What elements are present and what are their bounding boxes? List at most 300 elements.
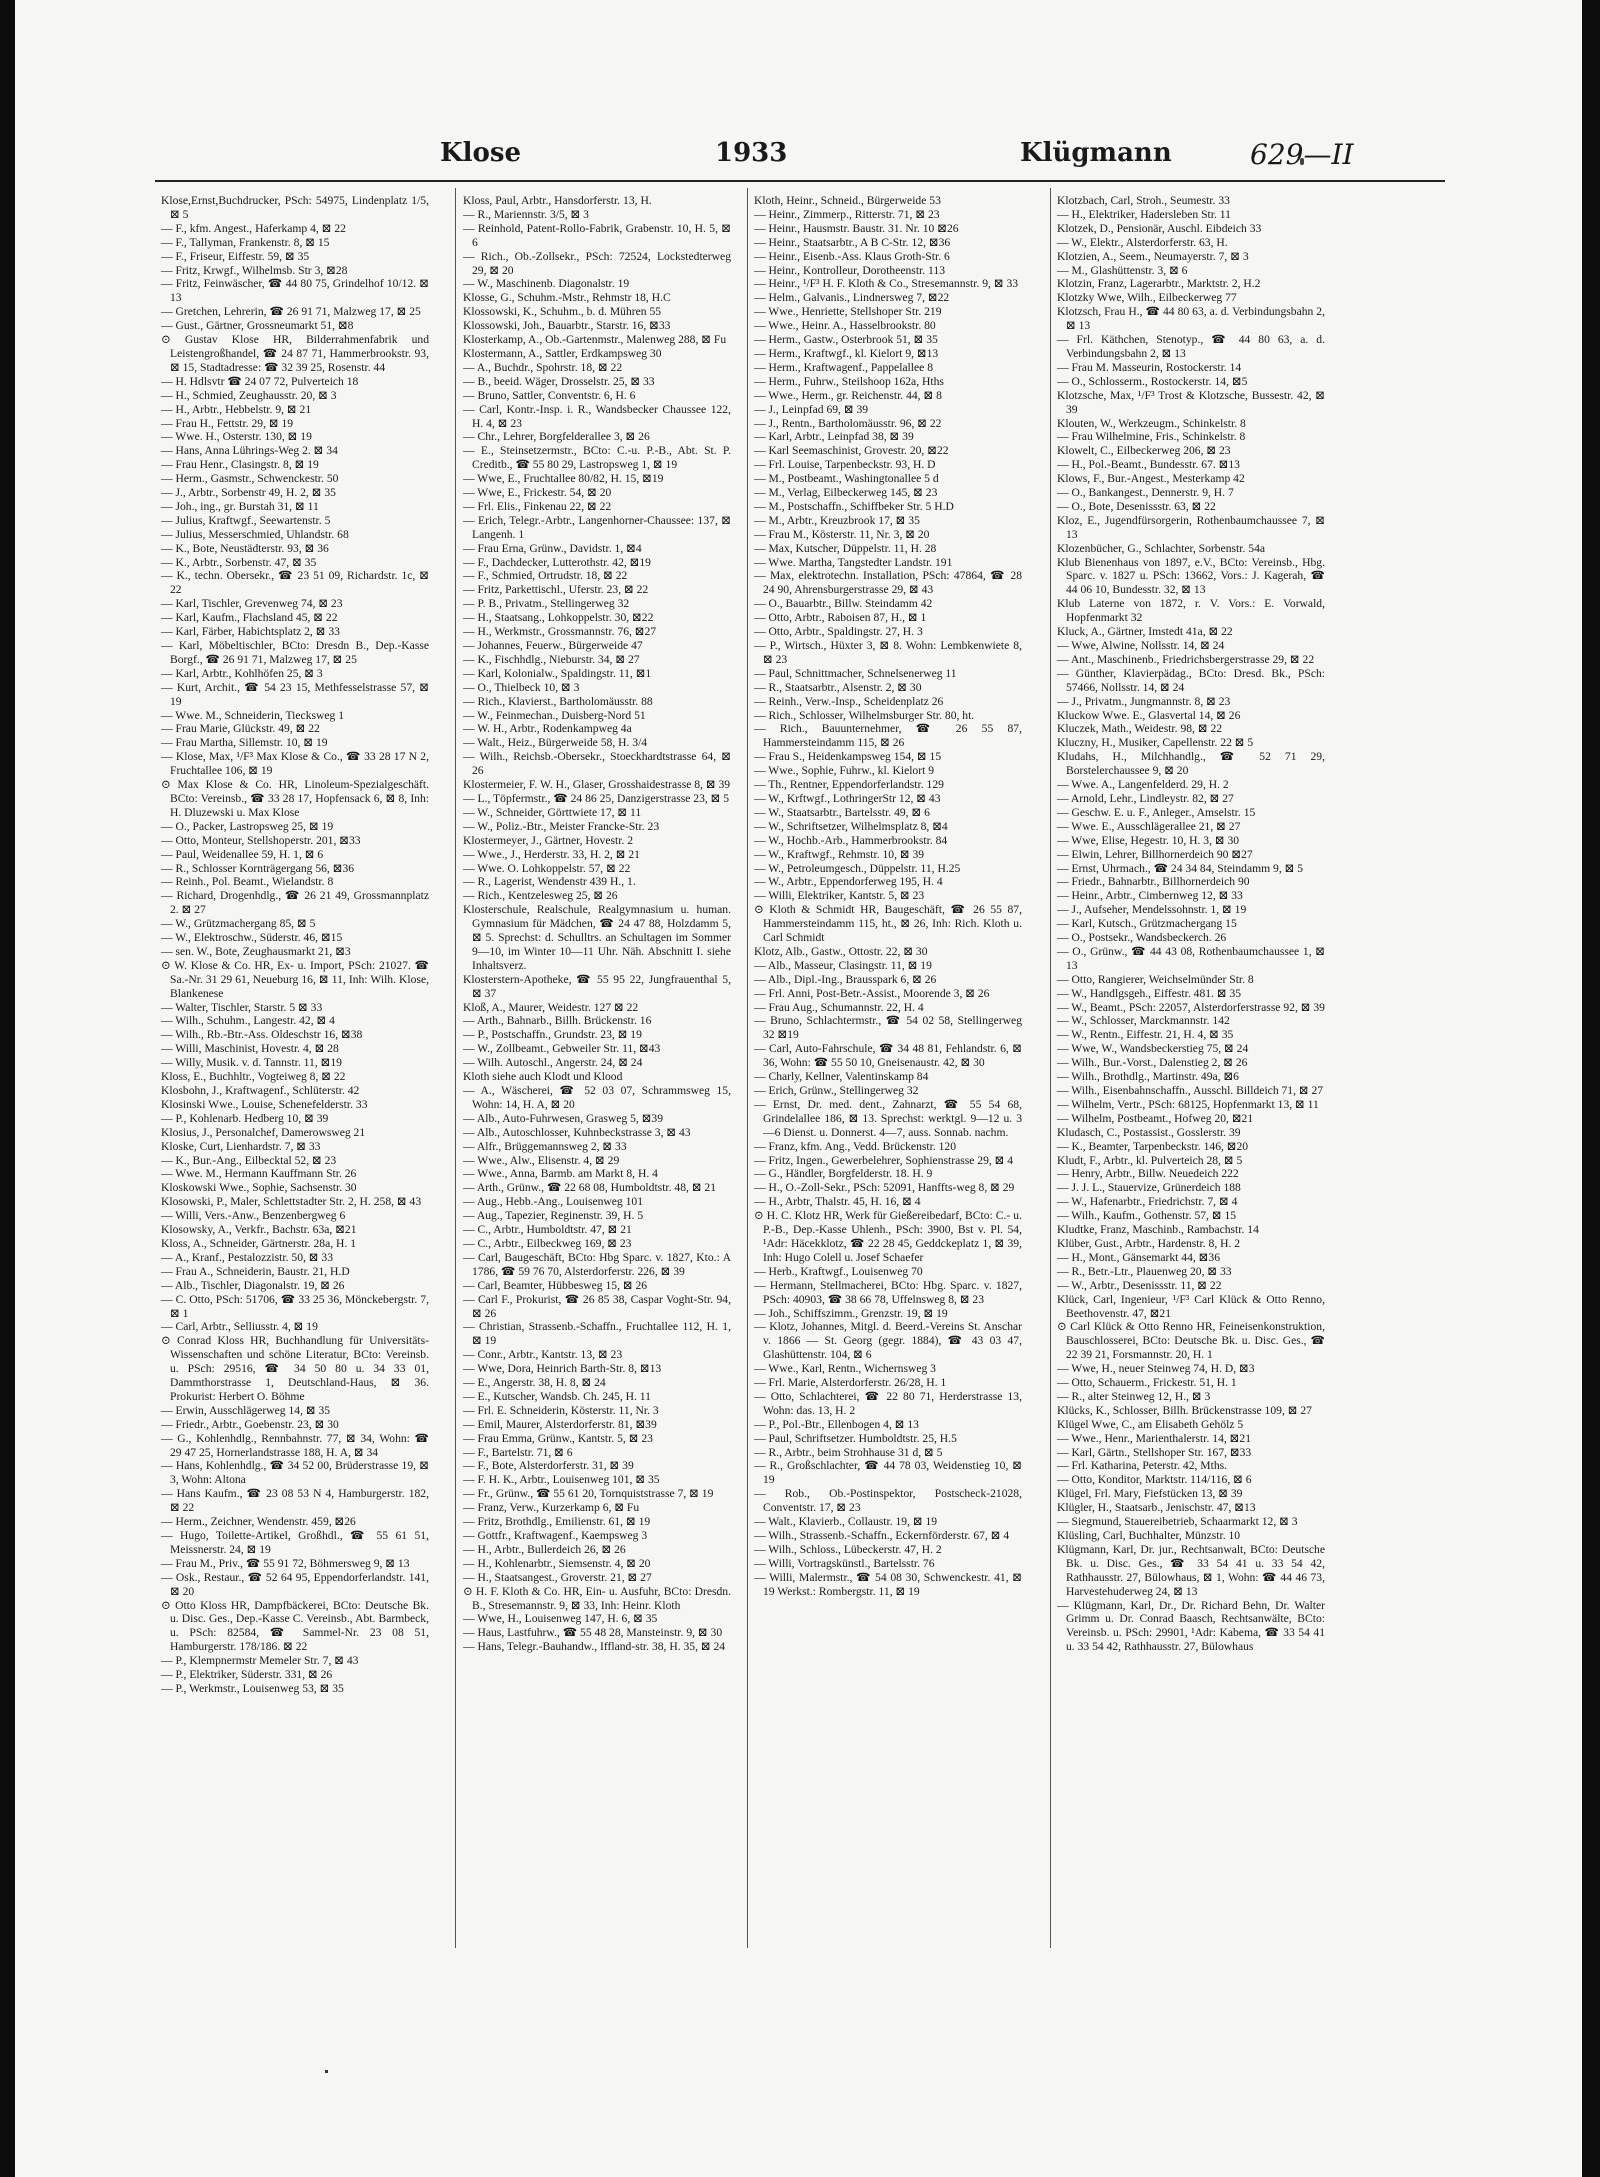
directory-entry: — Alb., Auto-Fuhrwesen, Grasweg 5, ⊠39 — [463, 1111, 664, 1125]
directory-entry: — Frau Erna, Grünw., Davidstr. 1, ⊠4 — [463, 541, 642, 555]
directory-entry: — Friedr., Bahnarbtr., Billhornerdeich 90 — [1057, 875, 1250, 889]
directory-entry: Klotzky Wwe, Wilh., Eilbeckerweg 77 — [1057, 291, 1237, 305]
directory-entry: — R., Mariennstr. 3/5, ⊠ 3 — [463, 207, 589, 221]
directory-entry: — Frl. Käthchen, Stenotyp., ☎ 44 80 63, a. d. Verbindungsbahn 2, ⊠ 13 — [1057, 333, 1325, 360]
directory-entry: — Frau A., Schneiderin, Baustr. 21, H.D — [161, 1264, 350, 1278]
directory-entry: Klowelt, C., Eilbeckerweg 206, ⊠ 23 — [1057, 444, 1231, 458]
directory-entry: — Frl. E. Schneiderin, Kösterstr. 11, Nr. 3 — [463, 1403, 659, 1417]
directory-entry: — Reinhold, Patent-Rollo-Fabrik, Grabenstr. 10, H. 5, ⊠ 6 — [463, 221, 731, 249]
directory-entry: ⊙ Otto Kloss HR, Dampfbäckerei, BCto: Deutsche Bk. u. Disc. Ges., Dep.-Kasse C. Vereinsb., Abt. Barmbeck, u. PSch: 82584, ☎ Sammel-Nr. 23 08 51, Hamburgerstr. 178/186. ⊠ 22 — [161, 1598, 429, 1654]
directory-entry: — Klotz, Johannes, Mitgl. d. Beerd.-Vereins St. Anschar v. 1866 — St. Georg (gegr. 1884), ☎ 43 03 47, Glashüttenstr. 104, ⊠ 6 — [754, 1320, 1022, 1362]
directory-entry: — Herm., Zeichner, Wendenstr. 459, ⊠26 — [161, 1515, 356, 1529]
directory-entry: ⊙ Kloth & Schmidt HR, Baugeschäft, ☎ 26 55 87, Hammersteindamm 115, ht., ⊠ 26, Inh: Rich. Kloth u. Carl Schmidt — [754, 903, 1022, 945]
directory-entry: — P., Kohlenarb. Hedberg 10, ⊠ 39 — [161, 1111, 329, 1125]
directory-entry: ⊙ Gustav Klose HR, Bilderrahmenfabrik und Leistengroßhandel, ☎ 24 87 71, Hammerbrookstr. 93, ⊠ 15, Stadtadresse: ☎ 32 39 25, Rosenstr. 44 — [161, 333, 429, 374]
directory-entry: — H., Elektriker, Hadersleben Str. 11 — [1057, 207, 1231, 221]
directory-entry: — O., Bauarbtr., Billw. Steindamm 42 — [754, 597, 933, 611]
directory-entry: — R., Arbtr., beim Strohhause 31 d, ⊠ 5 — [754, 1445, 943, 1459]
directory-entry: Klosterschule, Realschule, Realgymnasium u. human. Gymnasium für Mädchen, ☎ 24 47 88, Holzdamm 5, ⊠ 5. Sprechst: d. Schulltrs. an Schultagen im Sommer 9—10, im Winter 10—11 Uhr. Näh. Abschnitt I. siehe Inhaltsverz. — [463, 903, 731, 972]
directory-entry: — G., Kohlenhdlg., Rennbahnstr. 77, ⊠ 34, Wohn: ☎ 29 47 25, Hornerlandstrasse 188, H. A, ⊠ 34 — [161, 1431, 429, 1459]
directory-entry: — Frau Marie, Glückstr. 49, ⊠ 22 — [161, 722, 320, 736]
directory-entry: — Günther, Klavierpädag., BCto: Dresd. Bk., PSch: 57466, Nollsstr. 14, ⊠ 24 — [1057, 666, 1325, 694]
directory-entry: — M., Glashüttenstr. 3, ⊠ 6 — [1057, 263, 1188, 277]
directory-entry: — Franz, kfm. Ang., Vedd. Brückenstr. 120 — [754, 1139, 957, 1153]
directory-entry: — R., Schlosser Kornträgergang 56, ⊠36 — [161, 861, 355, 875]
directory-entry: — Bruno, Sattler, Conventstr. 6, H. 6 — [463, 388, 636, 402]
directory-entry: — Erich, Telegr.-Arbtr., Langenhorner-Chaussee: 137, ⊠ Langenh. 1 — [463, 513, 731, 541]
directory-entry: — Wwe., Sophie, Fuhrw., kl. Kielort 9 — [754, 764, 935, 778]
directory-entry: — Wwe, H., neuer Steinweg 74, H. D, ⊠3 — [1057, 1362, 1255, 1376]
directory-entry: — Fritz, Ingen., Gewerbelehrer, Sophienstrasse 29, ⊠ 4 — [754, 1153, 1014, 1167]
directory-entry: — Rob., Ob.-Postinspektor, Postscheck-21028, Conventstr. 17, ⊠ 23 — [754, 1487, 1022, 1515]
directory-entry: Klossowski, K., Schuhm., b. d. Mühren 55 — [463, 305, 662, 319]
directory-entry: — Carl, Kontr.-Insp. i. R., Wandsbecker Chaussee 122, H. 4, ⊠ 23 — [463, 402, 731, 430]
directory-entry: — Herm., Kraftwagenf., Pappelallee 8 — [754, 360, 933, 374]
directory-entry: — Wwe. A., Langenfelderd. 29, H. 2 — [1057, 778, 1229, 792]
directory-entry: — Wwe., Anna, Barmb. am Markt 8, H. 4 — [463, 1167, 658, 1181]
directory-entry: — W., Schlosser, Marckmannstr. 142 — [1057, 1014, 1230, 1028]
directory-entry: — Heinr., Kontrolleur, Dorotheenstr. 113 — [754, 263, 946, 277]
directory-entry: — R., Betr.-Ltr., Plauenweg 20, ⊠ 33 — [1057, 1264, 1232, 1278]
directory-entry: — W., Handlgsgeh., Eiffestr. 481. ⊠ 35 — [1057, 986, 1242, 1000]
directory-entry: — R., alter Steinweg 12, H., ⊠ 3 — [1057, 1389, 1211, 1403]
directory-entry: — M., Postschaffn., Schiffbeker Str. 5 H.D — [754, 499, 954, 513]
column-divider — [747, 188, 748, 1948]
directory-entry: — Arth., Grünw., ☎ 22 68 08, Humboldtstr. 48, ⊠ 21 — [463, 1181, 717, 1195]
directory-entry: Klouten, W., Werkzeugm., Schinkelstr. 8 — [1057, 416, 1246, 430]
directory-entry: — Hans, Telegr.-Bauhandw., Iffland-str. 38, H. 35, ⊠ 24 — [463, 1640, 726, 1654]
directory-entry: — Wwe. E., Ausschlägerallee 21, ⊠ 27 — [1057, 819, 1241, 833]
directory-entry: — Paul, Weidenallee 59, H. 1, ⊠ 6 — [161, 847, 324, 861]
directory-entry: — Johannes, Feuerw., Bürgerweide 47 — [463, 639, 643, 652]
directory-entry: — Willi, Vortragskünstl., Bartelsstr. 76 — [754, 1556, 935, 1570]
directory-entry: — Karl Seemaschinist, Grovestr. 20, ⊠22 — [754, 444, 949, 458]
directory-entry: ⊙ Conrad Kloss HR, Buchhandlung für Universitäts-Wissenschaften und schöne Literatur, BCto: Vereinsb. u. PSch: 29516, ☎ 34 50 80 u. 34 33 01, Dammthorstrasse 1, Deutschland-Haus, ⊠ 36. Prokurist: Herbert O. Böhme — [161, 1334, 429, 1403]
directory-entry: — Frau H., Fettstr. 29, ⊠ 19 — [161, 416, 294, 430]
directory-entry: — W., Poliz.-Btr., Meister Francke-Str. 23 — [463, 819, 660, 833]
directory-entry: — O., Schlosserm., Rostockerstr. 14, ⊠5 — [1057, 374, 1248, 388]
directory-entry: — O., Thielbeck 10, ⊠ 3 — [463, 680, 580, 694]
directory-entry: — Wilh., Eisenbahnschaffn., Ausschl. Billdeich 71, ⊠ 27 — [1057, 1084, 1324, 1097]
directory-entry: — J. J. L., Stauervize, Grünerdeich 188 — [1057, 1181, 1241, 1195]
directory-entry: ⊙ H. F. Kloth & Co. HR, Ein- u. Ausfuhr, BCto: Dresdn. B., Stresemannstr. 9, ⊠ 33, Inh: Heinr. Kloth — [463, 1584, 731, 1612]
directory-entry: — Otto, Rangierer, Weichselmünder Str. 8 — [1057, 972, 1254, 986]
directory-entry: — P., Pol.-Btr., Ellenbogen 4, ⊠ 13 — [754, 1417, 919, 1431]
directory-entry: — J., Privatm., Jungmannstr. 8, ⊠ 23 — [1057, 694, 1231, 708]
directory-entry: — Wilh., Rb.-Btr.-Ass. Oldeschstr 16, ⊠38 — [161, 1028, 363, 1042]
directory-entry: — Wwe, Alwine, Nollsstr. 14, ⊠ 24 — [1057, 639, 1225, 652]
directory-entry: Klostermeier, F. W. H., Glaser, Grosshaidestrasse 8, ⊠ 39 — [463, 778, 731, 792]
directory-entry: — Fritz, Krwgf., Wilhelmsb. Str 3, ⊠28 — [161, 263, 348, 277]
directory-entry: — Wwe., J., Herderstr. 33, H. 2, ⊠ 21 — [463, 847, 640, 861]
directory-entry: — Carl, Baugeschäft, BCto: Hbg Sparc. v. 1827, Kto.: A 1786, ☎ 59 76 70, Alsterdorferstr. 226, ⊠ 39 — [463, 1250, 731, 1278]
directory-entry: — Aug., Tapezier, Reginenstr. 39, H. 5 — [463, 1209, 644, 1223]
directory-entry: — Wwe., Herm., gr. Reichenstr. 44, ⊠ 8 — [754, 388, 942, 402]
directory-entry: — Heinr., Staatsarbtr., A B C-Str. 12, ⊠36 — [754, 235, 951, 249]
directory-entry: — K., Bur.-Ang., Eilbecktal 52, ⊠ 23 — [161, 1153, 337, 1167]
directory-entry: — O., Grünw., ☎ 44 43 08, Rothenbaumchaussee 1, ⊠ 13 — [1057, 944, 1325, 972]
directory-entry: Klostermann, A., Sattler, Erdkampsweg 30 — [463, 346, 662, 360]
directory-entry: — Wwe. O. Lohkoppelstr. 57, ⊠ 22 — [463, 861, 631, 875]
directory-entry: — A., Wäscherei, ☎ 52 03 07, Schrammsweg 15, Wohn: 14, H. A, ⊠ 20 — [463, 1084, 731, 1111]
directory-entry: Klügel, Frl. Mary, Fiefstücken 13, ⊠ 39 — [1057, 1487, 1243, 1501]
directory-entry: — Frl. Katharina, Peterstr. 42, Mths. — [1057, 1459, 1228, 1473]
directory-entry: — Alfr., Brüggemannsweg 2, ⊠ 33 — [463, 1139, 627, 1153]
header-first-name: Klose — [440, 138, 521, 168]
directory-entry: Klosowsky, A., Verkfr., Bachstr. 63a, ⊠21 — [161, 1223, 357, 1237]
directory-entry: Klub Bienenhaus von 1897, e.V., BCto: Vereinsb., Hbg. Sparc. v. 1827 u. PSch: 13662, Vors.: J. Kagerah, ☎ 44 06 10, Bundesstr. 32, ⊠ 13 — [1057, 555, 1325, 597]
directory-entry: — Alb., Masseur, Clasingstr. 11, ⊠ 19 — [754, 958, 932, 972]
directory-entry: — Walter, Tischler, Starstr. 5 ⊠ 33 — [161, 1000, 323, 1014]
directory-entry: — C. Otto, PSch: 51706, ☎ 33 25 36, Mönckebergstr. 7, ⊠ 1 — [161, 1292, 429, 1320]
directory-entry: — R., Großschlachter, ☎ 44 78 03, Weidenstieg 10, ⊠ 19 — [754, 1459, 1022, 1487]
directory-entry: — Wwe. M., Schneiderin, Tiecksweg 1 — [161, 708, 345, 722]
directory-entry: — Wwe, Dora, Heinrich Barth-Str. 8, ⊠13 — [463, 1362, 662, 1376]
directory-entry: Klügler, H., Staatsarb., Jenischstr. 47, ⊠13 — [1057, 1501, 1256, 1515]
directory-entry: Klossowski, Joh., Bauarbtr., Starstr. 16, ⊠33 — [463, 319, 671, 333]
directory-entry: — Heinr., Eisenb.-Ass. Klaus Groth-Str. 6 — [754, 249, 950, 263]
directory-entry: Klosse, G., Schuhm.-Mstr., Rehmstr 18, H.C — [463, 291, 671, 305]
directory-entry: Kludahs, H., Milchhandlg., ☎ 52 71 29, Borstelerchaussee 9, ⊠ 20 — [1057, 750, 1325, 778]
directory-entry: — P. B., Privatm., Stellingerweg 32 — [463, 597, 630, 611]
directory-entry: — Karl, Arbtr., Leinpfad 38, ⊠ 39 — [754, 430, 914, 444]
directory-entry: — Wwe. H., Osterstr. 130, ⊠ 19 — [161, 430, 312, 444]
directory-entry: — Wilh., Strassenb.-Schaffn., Eckernförderstr. 67, ⊠ 4 — [754, 1529, 1010, 1542]
directory-entry: — P., Wirtsch., Hüxter 3, ⊠ 8. Wohn: Lembkenwiete 8, ⊠ 23 — [754, 639, 1022, 666]
directory-entry: Klotz, Alb., Gastw., Ottostr. 22, ⊠ 30 — [754, 944, 928, 958]
directory-entry: Klows, F., Bur.-Angest., Mesterkamp 42 — [1057, 472, 1245, 486]
directory-entry: — M., Verlag, Eilbeckerweg 145, ⊠ 23 — [754, 486, 938, 500]
directory-entry: — W., Krftwgf., LothringerStr 12, ⊠ 43 — [754, 791, 941, 805]
directory-entry: Klotzsche, Max, ¹/F³ Trost & Klotzsche, Bussestr. 42, ⊠ 39 — [1057, 388, 1325, 416]
directory-entry: — Wilh., Bur.-Vorst., Dalenstieg 2, ⊠ 26 — [1057, 1056, 1248, 1070]
directory-entry: Kloss, A., Schneider, Gärtnerstr. 28a, H. 1 — [161, 1236, 356, 1250]
directory-entry: — Heinr., Hausmstr. Baustr. 31. Nr. 10 ⊠26 — [754, 221, 959, 235]
directory-entry: — E., Steinsetzermstr., BCto: C.-u. P.-B., Abt. St. P. Creditb., ☎ 55 80 29, Lastropsweg 1, ⊠ 19 — [463, 444, 731, 472]
directory-entry: — Walt., Klavierb., Collaustr. 19, ⊠ 19 — [754, 1515, 938, 1529]
directory-entry: — Karl, Färber, Habichtsplatz 2, ⊠ 33 — [161, 625, 340, 639]
directory-entry: — Willi, Maschinist, Hovestr. 4, ⊠ 28 — [161, 1042, 339, 1056]
directory-entry: Kloss, Paul, Arbtr., Hansdorferstr. 13, H. — [463, 194, 652, 207]
directory-entry: — H., O.-Zoll-Sekr., PSch: 52091, Hanffts-weg 8, ⊠ 29 — [754, 1181, 1015, 1195]
directory-entry: — Emil, Maurer, Alsterdorferstr. 81, ⊠39 — [463, 1417, 657, 1431]
directory-entry: — E., Kutscher, Wandsb. Ch. 245, H. 11 — [463, 1389, 651, 1403]
directory-entry: — Max, elektrotechn. Installation, PSch: 47864, ☎ 28 24 90, Ahrensburgerstrasse 29, ⊠ 43 — [754, 569, 1022, 597]
directory-entry: — Otto, Arbtr., Raboisen 87, H., ⊠ 1 — [754, 611, 927, 625]
directory-entry: — Th., Rentner, Eppendorferlandstr. 129 — [754, 778, 944, 792]
directory-entry: Klostermeyer, J., Gärtner, Hovestr. 2 — [463, 833, 634, 847]
directory-entry: — H., Arbtr., Hebbelstr. 9, ⊠ 21 — [161, 402, 312, 416]
directory-entry: — Karl, Kolonialw., Spaldingstr. 11, ⊠1 — [463, 666, 652, 680]
directory-entry: Klub Laterne von 1872, r. V. Vors.: E. Vorwald, Hopfenmarkt 32 — [1057, 597, 1325, 625]
directory-entry: Kluczny, H., Musiker, Capellenstr. 22 ⊠ 5 — [1057, 736, 1254, 750]
directory-entry: — Alb., Tischler, Diagonalstr. 19, ⊠ 26 — [161, 1278, 345, 1292]
directory-entry: — Reinh., Verw.-Insp., Scheidenplatz 26 — [754, 694, 944, 708]
directory-entry: — Frau M. Masseurin, Rostockerstr. 14 — [1057, 360, 1242, 374]
directory-entry: — K., Bote, Neustädterstr. 93, ⊠ 36 — [161, 541, 329, 555]
directory-entry: — Otto, Schlachterei, ☎ 22 80 71, Herderstrasse 13, Wohn: das. 13, H. 2 — [754, 1389, 1022, 1417]
directory-entry: Klücks, K., Schlosser, Billh. Brückenstrasse 109, ⊠ 27 — [1057, 1403, 1312, 1417]
directory-entry: Klotzbach, Carl, Stroh., Seumestr. 33 — [1057, 194, 1230, 207]
directory-entry: — Wwe., Henriette, Stellshoper Str. 219 — [754, 305, 942, 319]
directory-entry: — Frl. Anni, Post-Betr.-Assist., Moorende 3, ⊠ 26 — [754, 986, 990, 1000]
directory-entry: — Bruno, Schlachtermstr., ☎ 54 02 58, Stellingerweg 32 ⊠19 — [754, 1014, 1022, 1042]
directory-entry: — Frau Wilhelmine, Fris., Schinkelstr. 8 — [1057, 430, 1246, 444]
directory-entry: — Wwe. M., Hermann Kauffmann Str. 26 — [161, 1167, 357, 1181]
directory-entry: — W., Grützmachergang 85, ⊠ 5 — [161, 917, 316, 931]
directory-entry: Kluczek, Math., Weidestr. 98, ⊠ 22 — [1057, 722, 1223, 736]
directory-entry: — Wwe, H., Louisenweg 147, H. 6, ⊠ 35 — [463, 1612, 658, 1626]
directory-entry: — Frau Henr., Clasingstr. 8, ⊠ 19 — [161, 458, 319, 472]
directory-entry: Kloth siehe auch Klodt und Klood — [463, 1070, 623, 1084]
directory-entry: — Richard, Drogenhdlg., ☎ 26 21 49, Grossmannplatz 2. ⊠ 27 — [161, 889, 429, 917]
directory-entry: — Wilh., Schuhm., Langestr. 42, ⊠ 4 — [161, 1014, 335, 1028]
directory-entry: — Frl. Marie, Alsterdorferstr. 26/28, H. 1 — [754, 1376, 947, 1390]
directory-entry: — Karl, Kutsch., Grützmachergang 15 — [1057, 917, 1237, 931]
directory-entry: — Heinr., Arbtr., Cimbernweg 12, ⊠ 33 — [1057, 889, 1243, 903]
directory-entry: — K., techn. Obersekr., ☎ 23 51 09, Richardstr. 1c, ⊠ 22 — [161, 569, 429, 597]
directory-entry: Kloz, E., Jugendfürsorgerin, Rothenbaumchaussee 7, ⊠ 13 — [1057, 513, 1325, 541]
directory-entry: — P., Klempnermstr Memeler Str. 7, ⊠ 43 — [161, 1654, 359, 1668]
directory-entry: — Wilh., Kaufm., Gothenstr. 57, ⊠ 15 — [1057, 1209, 1237, 1223]
directory-entry: — Siegmund, Stauereibetrieb, Schaarmarkt 12, ⊠ 3 — [1057, 1515, 1298, 1529]
directory-entry: — Frau M., Kösterstr. 11, Nr. 3, ⊠ 20 — [754, 527, 930, 541]
directory-entry: — Friedr., Arbtr., Goebenstr. 23, ⊠ 30 — [161, 1417, 339, 1431]
directory-entry: — H., Kohlenarbtr., Siemsenstr. 4, ⊠ 20 — [463, 1556, 651, 1570]
directory-entry: — Charly, Kellner, Valentinskamp 84 — [754, 1070, 929, 1084]
directory-entry: — Wilh., Schloss., Lübeckerstr. 47, H. 2 — [754, 1542, 942, 1556]
directory-entry: — Wwe., Karl, Rentn., Wichernsweg 3 — [754, 1362, 936, 1376]
directory-entry: — Herm., Kraftwgf., kl. Kielort 9, ⊠13 — [754, 346, 939, 360]
directory-entry: — Rich., Kentzelesweg 25, ⊠ 26 — [463, 889, 618, 903]
directory-entry: — Gottfr., Kraftwagenf., Kaempsweg 3 — [463, 1529, 648, 1542]
directory-entry: Klotzek, D., Pensionär, Auschl. Eibdeich 33 — [1057, 221, 1262, 235]
directory-entry: — Conr., Arbtr., Kantstr. 13, ⊠ 23 — [463, 1348, 623, 1362]
directory-entry: — Paul, Schnittmacher, Schnelsenerweg 11 — [754, 666, 957, 680]
directory-entry: Kluck, A., Gärtner, Imstedt 41a, ⊠ 22 — [1057, 625, 1233, 639]
directory-entry: — M., Postbeamt., Washingtonallee 5 d — [754, 472, 939, 486]
directory-entry: — Ant., Maschinenb., Friedrichsbergerstrasse 29, ⊠ 22 — [1057, 652, 1315, 666]
directory-entry: — Fritz, Brothdlg., Emilienstr. 61, ⊠ 19 — [463, 1515, 651, 1529]
scan-edge-right — [1582, 0, 1600, 2177]
listing-column-3 — [754, 194, 1022, 2034]
directory-entry: — W., Staatsarbtr., Bartelsstr. 49, ⊠ 6 — [754, 805, 930, 819]
directory-page — [155, 82, 1445, 2047]
directory-entry: — R., Lagerist, Wendenstr 439 H., 1. — [463, 875, 636, 889]
directory-entry: — Willi, Malermstr., ☎ 54 08 30, Schwenckestr. 41, ⊠ 19 Werkst.: Rombergstr. 11, ⊠ 19 — [754, 1570, 1022, 1598]
directory-entry: — Rich., Ob.-Zollsekr., PSch: 72524, Lockstedterweg 29, ⊠ 20 — [463, 249, 731, 277]
directory-entry: — E., Angerstr. 38, H. 8, ⊠ 24 — [463, 1376, 606, 1390]
directory-entry: — Karl, Gärtn., Stellshoper Str. 167, ⊠33 — [1057, 1445, 1252, 1459]
directory-entry: — Hugo, Toilette-Artikel, Großhdl., ☎ 55 61 51, Meissnerstr. 24, ⊠ 19 — [161, 1529, 429, 1556]
directory-entry: — W., Maschinenb. Diagonalstr. 19 — [463, 277, 630, 291]
directory-entry: — B., beeid. Wäger, Drosselstr. 25, ⊠ 33 — [463, 374, 655, 388]
directory-entry: Kludt, F., Arbtr., kl. Pulverteich 28, ⊠ 5 — [1057, 1153, 1243, 1167]
directory-entry: — Heinr., ¹/F³ H. F. Kloth & Co., Stresemannstr. 9, ⊠ 33 — [754, 277, 1019, 291]
directory-entry: Kloth, Heinr., Schneid., Bürgerweide 53 — [754, 194, 941, 207]
column-divider — [1050, 188, 1051, 1948]
directory-entry: — Paul, Schriftsetzer. Humboldtstr. 25, H.5 — [754, 1431, 957, 1445]
directory-entry: — Fr., Grünw., ☎ 55 61 20, Tornquiststrasse 7, ⊠ 19 — [463, 1487, 714, 1501]
directory-entry: Kludasch, C., Postassist., Gosslerstr. 39 — [1057, 1125, 1241, 1139]
directory-entry: — Herb., Kraftwgf., Louisenweg 70 — [754, 1264, 923, 1278]
directory-entry: — W., Elektroschw., Süderstr. 46, ⊠15 — [161, 931, 343, 945]
directory-entry: — Otto, Arbtr., Spaldingstr. 27, H. 3 — [754, 625, 923, 639]
directory-entry: — Klügmann, Karl, Dr., Dr. Richard Behn, Dr. Walter Grimm u. Dr. Conrad Baasch, Rechtsanwälte, BCto: Vereinsb. u. PSch: 29901, ¹Adr: Kabema, ☎ 33 54 41 u. 33 54 42, Rathhausstr. 27, Bülowhaus — [1057, 1598, 1325, 1654]
directory-entry: — Ernst, Dr. med. dent., Zahnarzt, ☎ 55 54 68, Grindelallee 186, ⊠ 13. Sprechst: werktgl. 9—12 u. 3—6 Dienst. u. Donnerst. 4—7, auss. Sonnab. nachm. — [754, 1097, 1022, 1139]
directory-entry: — Kurt, Archit., ☎ 54 23 15, Methfesselstrasse 57, ⊠ 19 — [161, 680, 429, 708]
directory-entry: Klosinski Wwe., Louise, Schenefelderstr. 33 — [161, 1097, 368, 1111]
directory-entry: — Frau Emma, Grünw., Kantstr. 5, ⊠ 23 — [463, 1431, 653, 1445]
directory-entry: — F., kfm. Angest., Haferkamp 4, ⊠ 22 — [161, 221, 346, 235]
directory-entry: ⊙ W. Klose & Co. HR, Ex- u. Import, PSch: 21027. ☎ Sa.-Nr. 31 29 61, Neueburg 16, ⊠ 11, Inh: Wilh. Klose, Blankenese — [161, 958, 429, 1000]
directory-entry: — Karl, Möbeltischler, BCto: Dresdn B., Dep.-Kasse Borgf., ☎ 26 91 71, Malzweg 17, ⊠ 25 — [161, 639, 429, 666]
directory-entry: — Reinh., Pol. Beamt., Wielandstr. 8 — [161, 875, 334, 889]
directory-entry: — F., Schmied, Ortrudstr. 18, ⊠ 22 — [463, 569, 628, 583]
listing-column-4 — [1057, 194, 1325, 2034]
directory-entry: — Joh., ing., gr. Burstah 31, ⊠ 11 — [161, 499, 319, 513]
directory-entry: — Rich., Klavierst., Bartholomäusstr. 88 — [463, 694, 653, 708]
directory-entry: — Wwe, Elise, Hegestr. 10, H. 3, ⊠ 30 — [1057, 833, 1240, 847]
directory-entry: — Wwe. Martha, Tangstedter Landstr. 191 — [754, 555, 953, 569]
directory-entry: — Frl. Elis., Finkenau 22, ⊠ 22 — [463, 499, 612, 513]
directory-entry: Klosowski, P., Maler, Schlettstadter Str. 2, H. 258, ⊠ 43 — [161, 1195, 422, 1209]
directory-entry: — Arth., Bahnarb., Billh. Brückenstr. 16 — [463, 1014, 652, 1028]
directory-entry: — Willi, Elektriker, Kantstr. 5, ⊠ 23 — [754, 889, 925, 903]
directory-entry: — O., Bankangest., Dennerstr. 9, H. 7 — [1057, 486, 1234, 500]
directory-entry: — Heinr., Zimmerp., Ritterstr. 71, ⊠ 23 — [754, 207, 940, 221]
directory-entry: Kloskowski Wwe., Sophie, Sachsenstr. 30 — [161, 1181, 357, 1195]
directory-entry: — Willi, Vers.-Anw., Benzenbergweg 6 — [161, 1209, 346, 1223]
directory-entry: — Otto, Konditor, Marktstr. 114/116, ⊠ 6 — [1057, 1473, 1252, 1487]
directory-entry: — Wilhelm, Postbeamt., Hofweg 20, ⊠21 — [1057, 1111, 1254, 1125]
directory-entry: — Wwe., Henr., Marienthalerstr. 14, ⊠21 — [1057, 1431, 1251, 1445]
directory-entry: — Hermann, Stellmacherei, BCto: Hbg. Sparc. v. 1827, PSch: 40903, ☎ 38 66 78, Uffelnsweg 8, ⊠ 23 — [754, 1278, 1022, 1306]
directory-entry: — Herm., Gasmstr., Schwenckestr. 50 — [161, 472, 339, 486]
directory-entry: — Klose, Max, ¹/F³ Max Klose & Co., ☎ 33 28 17 N 2, Fruchtallee 106, ⊠ 19 — [161, 750, 429, 778]
directory-entry: — Alb., Dipl.-Ing., Brausspark 6, ⊠ 26 — [754, 972, 937, 986]
directory-entry: — J., Aufseher, Mendelssohnstr. 1, ⊠ 19 — [1057, 903, 1247, 917]
directory-entry: — H., Staatsang., Lohkoppelstr. 30, ⊠22 — [463, 611, 654, 625]
directory-entry: — W., Feinmechan., Duisberg-Nord 51 — [463, 708, 646, 722]
directory-entry: Klüsling, Carl, Buchhalter, Münzstr. 10 — [1057, 1529, 1241, 1542]
directory-entry: — W., Arbtr., Eppendorferweg 195, H. 4 — [754, 875, 943, 889]
directory-entry: — W., Arbtr., Desenissstr. 11, ⊠ 22 — [1057, 1278, 1222, 1292]
directory-entry: — Erich, Grünw., Stellingerweg 32 — [754, 1084, 919, 1097]
directory-entry: — H., Schmied, Zeughausstr. 20, ⊠ 3 — [161, 388, 337, 402]
directory-entry: — Frau M., Priv., ☎ 55 91 72, Böhmersweg 9, ⊠ 13 — [161, 1556, 410, 1570]
directory-entry: ⊙ Carl Klück & Otto Renno HR, Feineisenkonstruktion, Bauschlosserei, BCto: Deutsche Bk. u. Disc. Ges., ☎ 22 39 21, Forsmannstr. 20, H. 1 — [1057, 1320, 1325, 1362]
directory-entry: — W., Beamt., PSch: 22057, Alsterdorferstrasse 92, ⊠ 39 — [1057, 1000, 1325, 1014]
directory-entry: — K., Beamter, Tarpenbeckstr. 146, ⊠20 — [1057, 1139, 1249, 1153]
directory-entry: — Carl, Beamter, Hübbesweg 15, ⊠ 26 — [463, 1278, 648, 1292]
directory-entry: — A., Kranf., Pestalozzistr. 50, ⊠ 33 — [161, 1250, 334, 1264]
directory-entry: — Otto, Monteur, Stellshoperstr. 201, ⊠33 — [161, 833, 361, 847]
directory-entry: — W., Schriftsetzer, Wilhelmsplatz 8, ⊠4 — [754, 819, 948, 833]
directory-entry: — Gretchen, Lehrerin, ☎ 26 91 71, Malzweg 17, ⊠ 25 — [161, 305, 421, 319]
directory-entry: — W., Kraftwgf., Rehmstr. 10, ⊠ 39 — [754, 847, 925, 861]
directory-entry: — J., Leinpfad 69, ⊠ 39 — [754, 402, 869, 416]
directory-entry: — Karl, Arbtr., Kohlhöfen 25, ⊠ 3 — [161, 666, 323, 680]
directory-entry: — O., Postsekr., Wandsbeckerch. 26 — [1057, 931, 1227, 945]
directory-entry: — P., Elektriker, Süderstr. 331, ⊠ 26 — [161, 1668, 333, 1682]
directory-entry: — J., Arbtr., Sorbenstr 49, H. 2, ⊠ 35 — [161, 486, 336, 500]
directory-entry: Klotzin, Franz, Lagerarbtr., Marktstr. 2, H.2 — [1057, 277, 1261, 291]
directory-entry: — Geschw. E. u. F., Anleger., Amselstr. 15 — [1057, 805, 1256, 819]
directory-entry: — H., Pol.-Beamt., Bundesstr. 67. ⊠13 — [1057, 458, 1240, 472]
directory-entry: — K., Arbtr., Sorbenstr. 47, ⊠ 35 — [161, 555, 317, 569]
directory-entry: Klotzsch, Frau H., ☎ 44 80 63, a. d. Verbindungsbahn 2, ⊠ 13 — [1057, 305, 1325, 333]
directory-entry: — Julius, Messerschmied, Uhlandstr. 68 — [161, 527, 349, 541]
directory-entry: — Aug., Hebb.-Ang., Louisenweg 101 — [463, 1195, 644, 1209]
print-speck — [325, 2070, 328, 2073]
directory-entry: Klosterstern-Apotheke, ☎ 55 95 22, Jungfrauenthal 5, ⊠ 37 — [463, 972, 731, 1000]
directory-entry: Klügel Wwe, C., am Elisabeth Gehölz 5 — [1057, 1417, 1244, 1431]
directory-entry: ⊙ H. C. Klotz HR, Werk für Gießereibedarf, BCto: C.- u. P.-B., Dep.-Kasse Uhlenh., PSch: 3900, Bst v. Pl. 54, ¹Adr: Häcekklotz, ☎ 22 28 45, Geddckeplatz 1, ⊠ 39, Inh: Hugo Colell u. Josef Schaefer — [754, 1209, 1022, 1264]
directory-entry: — O., Bote, Desenissstr. 63, ⊠ 22 — [1057, 499, 1216, 513]
directory-entry: — Helm., Galvanis., Lindnersweg 7, ⊠22 — [754, 291, 950, 305]
directory-entry: — Wwe., Heinr. A., Hasselbrookstr. 80 — [754, 319, 936, 333]
listing-column-2 — [463, 194, 731, 2034]
directory-entry: — R., Staatsarbtr., Alsenstr. 2, ⊠ 30 — [754, 680, 922, 694]
directory-entry: — H., Arbtr, Thalstr. 45, H. 16, ⊠ 4 — [754, 1195, 921, 1209]
directory-entry: — Wwe, E., Frickestr. 54, ⊠ 20 — [463, 486, 612, 500]
directory-entry: — Henry, Arbtr., Billw. Neuedeich 222 — [1057, 1167, 1239, 1181]
directory-entry: — Chr., Lehrer, Borgfelderallee 3, ⊠ 26 — [463, 430, 650, 444]
directory-entry: — Wwe, W., Wandsbeckerstieg 75, ⊠ 24 — [1057, 1042, 1249, 1056]
directory-entry: — Herm., Fuhrw., Steilshoop 162a, Hths — [754, 374, 944, 388]
directory-entry: — Rich., Schlosser, Wilhelmsburger Str. 80, ht. — [754, 708, 975, 722]
directory-entry: Kloß, A., Maurer, Weidestr. 127 ⊠ 22 — [463, 1000, 639, 1014]
directory-entry: — P., Postschaffn., Grundstr. 23, ⊠ 19 — [463, 1028, 642, 1042]
directory-entry: Klozenbücher, G., Schlachter, Sorbenstr. 54a — [1057, 541, 1266, 555]
directory-entry: — Joh., Schiffszimm., Grenzstr. 19, ⊠ 19 — [754, 1306, 948, 1320]
directory-entry: — W., Elektr., Alsterdorferstr. 63, H. — [1057, 235, 1228, 249]
directory-entry: — P., Werkmstr., Louisenweg 53, ⊠ 35 — [161, 1681, 344, 1695]
directory-entry: — H., Werkmstr., Grossmannstr. 76, ⊠27 — [463, 625, 657, 639]
scan-edge-left — [0, 0, 15, 2177]
directory-entry: — A., Buchdr., Spohrstr. 18, ⊠ 22 — [463, 360, 623, 374]
directory-entry: — Wwe, E., Fruchtallee 80/82, H. 15, ⊠19 — [463, 472, 664, 486]
directory-entry: — G., Händler, Borgfelderstr. 18. H. 9 — [754, 1167, 933, 1181]
directory-entry: Klügmann, Karl, Dr. jur., Rechtsanwalt, BCto: Deutsche Bk. u. Disc. Ges., ☎ 33 54 41 u. 33 54 42, Rathhausstr. 27, Bülowhaus, ⊠ 1, Wohn: ☎ 44 46 73, Harvestehuderweg 24, ⊠ 13 — [1057, 1542, 1325, 1598]
directory-entry: — Otto, Schauerm., Frickestr. 51, H. 1 — [1057, 1376, 1237, 1390]
directory-entry: Klück, Carl, Ingenieur, ¹/F³ Carl Klück & Otto Renno, Beethovenstr. 47, ⊠21 — [1057, 1292, 1325, 1320]
directory-entry: — L., Töpfermstr., ☎ 24 86 25, Danzigerstrasse 23, ⊠ 5 — [463, 791, 730, 805]
directory-entry: — W., Zollbeamt., Gebweiler Str. 11, ⊠43 — [463, 1042, 661, 1056]
directory-entry: — F., Bartelstr. 71, ⊠ 6 — [463, 1445, 573, 1459]
header-year: 1933 — [715, 138, 788, 168]
directory-entry: Klosterkamp, A., Ob.-Gartenmstr., Malenweg 288, ⊠ Fu — [463, 333, 727, 347]
directory-entry: Klosius, J., Personalchef, Damerowsweg 21 — [161, 1125, 366, 1139]
directory-entry: — F. H. K., Arbtr., Louisenweg 101, ⊠ 35 — [463, 1473, 660, 1487]
page-number: 629—II — [1250, 138, 1354, 171]
directory-entry: — Erwin, Ausschlägerweg 14, ⊠ 35 — [161, 1403, 331, 1417]
directory-entry: — sen. W., Bote, Zeughausmarkt 21, ⊠3 — [161, 944, 351, 958]
directory-entry: — O., Packer, Lastropsweg 25, ⊠ 19 — [161, 819, 334, 833]
directory-entry: — Fritz, Feinwäscher, ☎ 44 80 75, Grindelhof 10/12. ⊠ 13 — [161, 277, 429, 305]
directory-entry: — H., Arbtr., Bullerdeich 26, ⊠ 26 — [463, 1542, 626, 1556]
directory-entry: — Gust., Gärtner, Grossneumarkt 51, ⊠8 — [161, 319, 354, 333]
directory-entry: — W., Rentn., Eiffestr. 21, H. 4, ⊠ 35 — [1057, 1028, 1234, 1042]
directory-entry: — W., Petroleumgesch., Düppelstr. 11, H.25 — [754, 861, 961, 875]
directory-entry: — Ernst, Uhrmach., ☎ 24 34 84, Steindamm 9, ⊠ 5 — [1057, 861, 1304, 875]
directory-entry: — H. Hdlsvtr ☎ 24 07 72, Pulverteich 18 — [161, 374, 359, 388]
directory-entry: Kloss, E., Buchhltr., Vogteiweg 8, ⊠ 22 — [161, 1070, 346, 1084]
directory-entry: — F., Friseur, Eiffestr. 59, ⊠ 35 — [161, 249, 310, 263]
directory-entry: — Wwe., Alw., Elisenstr. 4, ⊠ 29 — [463, 1153, 620, 1167]
directory-entry: — Hans, Anna Lührings-Weg 2. ⊠ 34 — [161, 444, 338, 458]
